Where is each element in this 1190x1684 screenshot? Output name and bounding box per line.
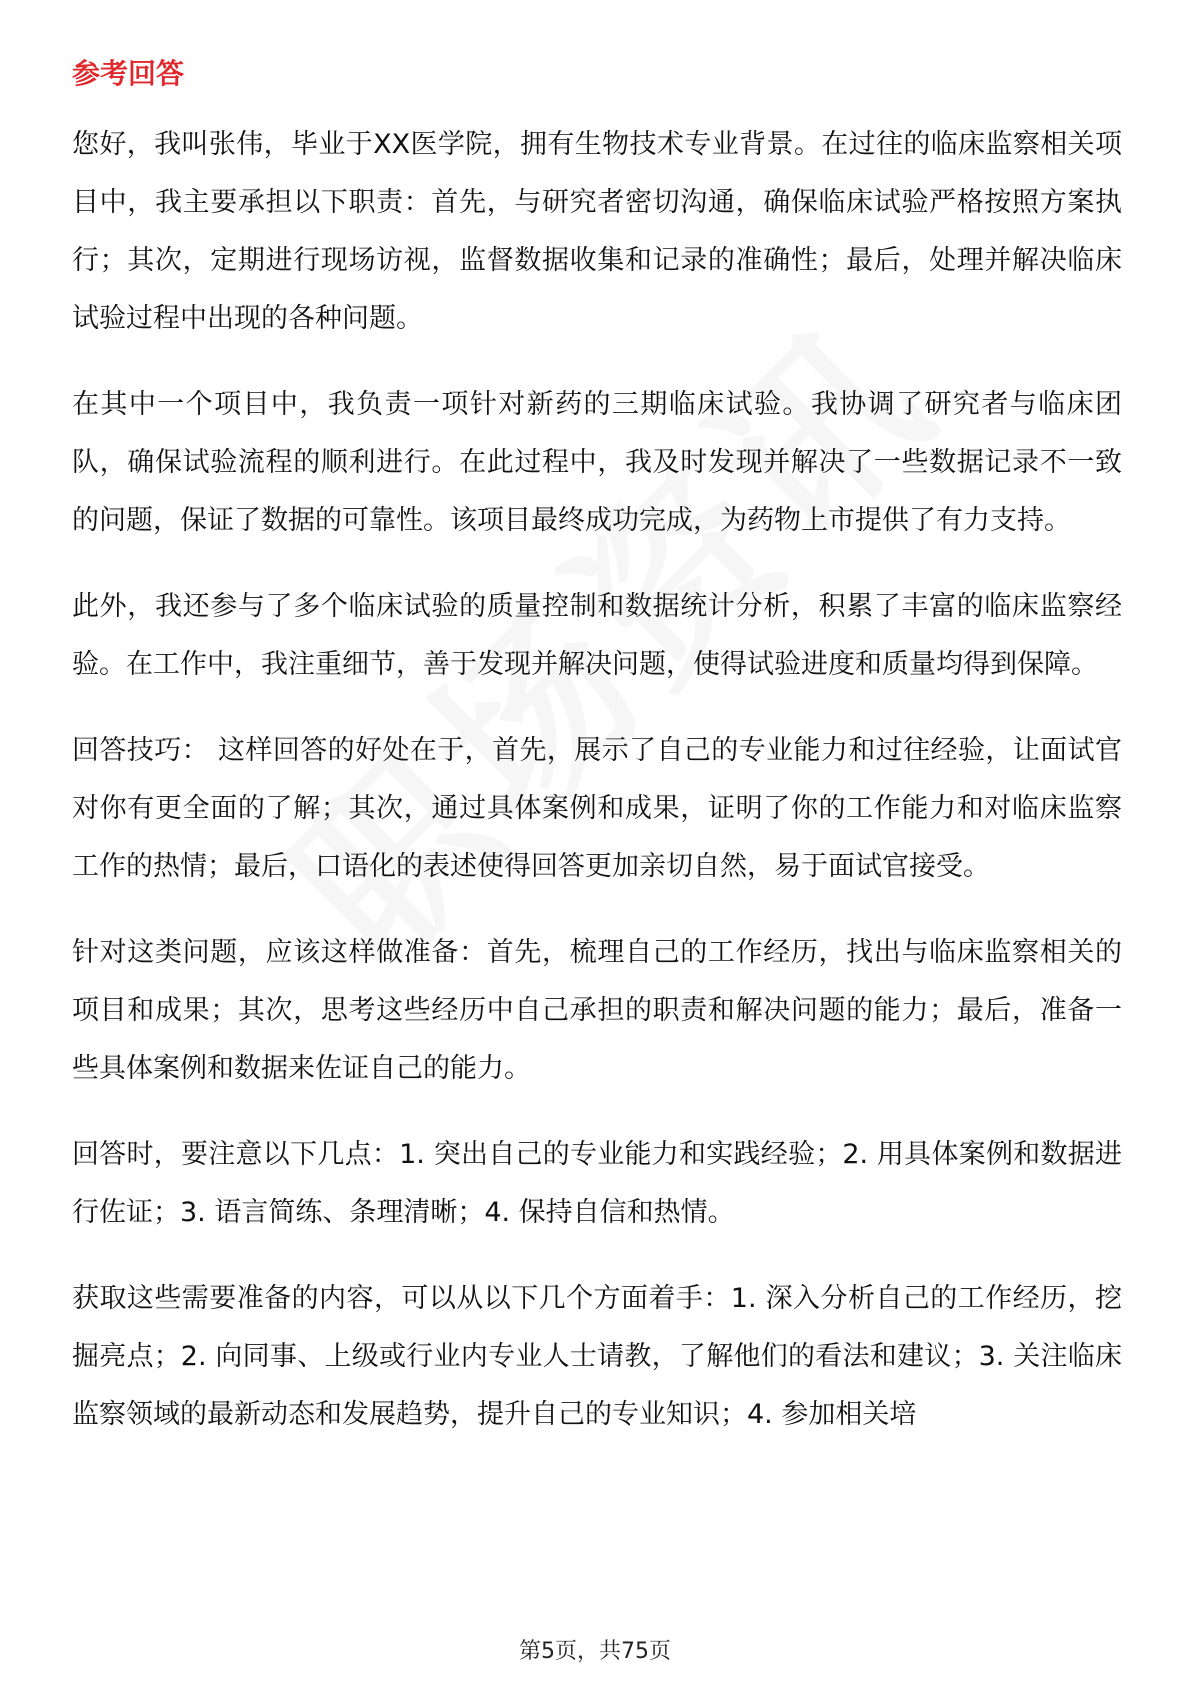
section-title: 参考回答 — [72, 57, 185, 90]
paragraph-additional-experience: 此外，我还参与了多个临床试验的质量控制和数据统计分析，积累了丰富的临床监察经验。在工作中，我注重细节，善于发现并解决问题，使得试验进度和质量均得到保障。 — [72, 591, 1122, 680]
page-number-footer: 第5页，共75页 — [519, 1639, 671, 1664]
paragraph-key-points: 回答时，要注意以下几点：1. 突出自己的专业能力和实践经验；2. 用具体案例和数据进行佐证；3. 语言简练、条理清晰；4. 保持自信和热情。 — [72, 1139, 1122, 1228]
document-body — [72, 116, 1122, 1472]
paragraph-intro: 您好，我叫张伟，毕业于XX医学院，拥有生物技术专业背景。在过往的临床监察相关项目中，我主要承担以下职责：首先，与研究者密切沟通，确保临床试验严格按照方案执行；其次，定期进行现场访视，监督数据收集和记录的准确性；最后，处理并解决临床试验过程中出现的各种问题。 — [72, 129, 1122, 334]
paragraph-preparation: 针对这类问题，应该这样做准备：首先，梳理自己的工作经历，找出与临床监察相关的项目和成果；其次，思考这些经历中自己承担的职责和解决问题的能力；最后，准备一些具体案例和数据来佐证自己的能力。 — [72, 937, 1122, 1084]
paragraph-project-example: 在其中一个项目中，我负责一项针对新药的三期临床试验。我协调了研究者与临床团队，确保试验流程的顺利进行。在此过程中，我及时发现并解决了一些数据记录不一致的问题，保证了数据的可靠性。该项目最终成功完成，为药物上市提供了有力支持。 — [72, 389, 1122, 536]
paragraph-answer-tips: 回答技巧： 这样回答的好处在于，首先，展示了自己的专业能力和过往经验，让面试官对你有更全面的了解；其次，通过具体案例和成果，证明了你的工作能力和对临床监察工作的热情；最后，口语化的表述使得回答更加亲切自然，易于面试官接受。 — [72, 735, 1122, 882]
paragraph-sources: 获取这些需要准备的内容，可以从以下几个方面着手：1. 深入分析自己的工作经历，挖掘亮点；2. 向同事、上级或行业内专业人士请教，了解他们的看法和建议；3. 关注临床监察领域的最新动态和发展趋势，提升自己的专业知识；4. 参加相关培 — [72, 1283, 1122, 1430]
